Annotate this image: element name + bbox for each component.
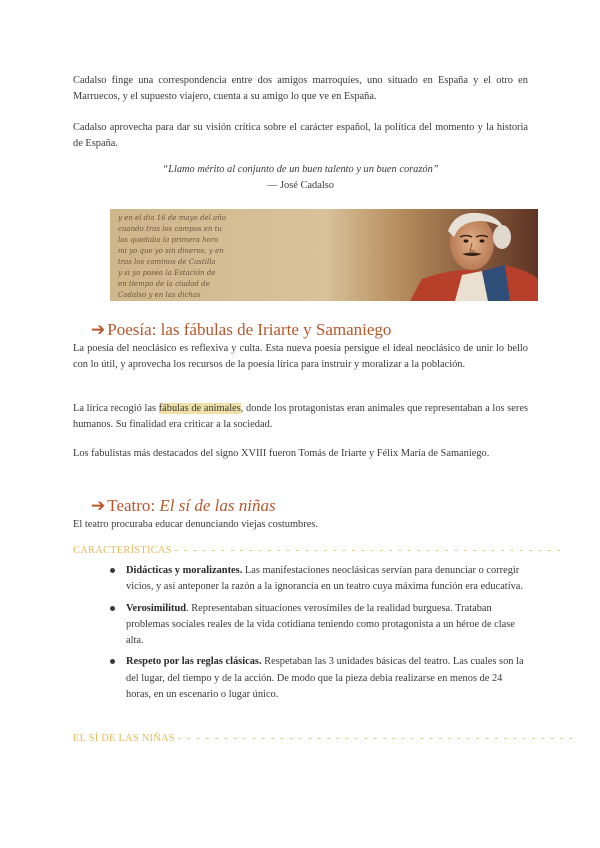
- svg-text:tras los caminos de Castilla: tras los caminos de Castilla: [118, 258, 216, 266]
- arrow-right-icon: ➔: [91, 496, 106, 515]
- list-item-title: Verosimilitud: [126, 602, 187, 614]
- list-item: [73, 563, 528, 596]
- svg-text:y en el dia 16 de mayo del año: y en el dia 16 de mayo del año: [118, 214, 226, 222]
- intro-paragraph-2: Cadalso aprovecha para dar su visión crítica sobre el carácter español, la política del momento y la historia de España.: [73, 122, 528, 149]
- poesia-heading-text: Poesía: las fábulas de Iriarte y Samaniego: [107, 320, 392, 339]
- highlighted-term: fábulas de animales: [158, 403, 241, 414]
- list-item-text: . Representaban situaciones verosímiles de la realidad burguesa. Trataban problemas sociales reales de la vida cotidiana teniendo como protagonista a un héroe de clase alta.: [126, 602, 515, 647]
- svg-text:las quedaba la primera hora: las quedaba la primera hora: [118, 236, 219, 244]
- svg-text:cuando tras los campos en tu: cuando tras los campos en tu: [118, 225, 222, 233]
- quote-author: — José Cadalso: [267, 180, 334, 191]
- list-item: [73, 654, 528, 703]
- teatro-intro: El teatro procuraba educar denunciando viejas costumbres.: [73, 519, 318, 530]
- intro-paragraph-1: Cadalso finge una correspondencia entre dos amigos marroquíes, uno situado en España y el otro en Marruecos, y el supuesto viajero, cuenta a su amigo lo que ve en España.: [73, 75, 528, 102]
- svg-text:Cadalso y en las dichas: Cadalso y en las dichas: [118, 291, 201, 299]
- poesia-paragraph-1: La poesía del neoclásico es reflexiva y culta. Esta nueva poesía persigue el ideal neoclásico de unir lo bello con lo útil, y aprovecha los recursos de la poesía lírica para instruir y moralizar a la población.: [73, 343, 528, 370]
- banner-illustration: [110, 209, 538, 301]
- teatro-heading-prefix: Teatro:: [107, 496, 160, 515]
- cadalso-banner-image: [110, 209, 538, 301]
- teatro-heading: [91, 496, 276, 516]
- poesia-heading: [91, 320, 391, 340]
- list-item-title: Didácticas y moralizantes.: [126, 565, 243, 576]
- list-item-title: Respeto por las reglas clásicas.: [126, 656, 262, 668]
- bullet-icon: [110, 606, 115, 611]
- poesia-paragraph-3: Los fabulistas más destacados del signo XVIII fueron Tomás de Iriarte y Félix María de Samaniego.: [73, 448, 490, 459]
- svg-text:mi yo que yo sin dineros, y en: mi yo que yo sin dineros, y en: [118, 247, 224, 255]
- obra-section-label: EL SÍ DE LAS NIÑAS - - - - - - - - - - - - - - - - - - - - - - - - - - - - - - - - - - - - - - - - - - -: [73, 733, 575, 744]
- poesia-paragraph-2: La lírica recogió las fábulas de animales, donde los protagonistas eran animales que representaban a los seres humanos. Su finalidad era criticar a la sociedad.: [73, 403, 528, 430]
- list-item: [73, 601, 528, 650]
- svg-text:y si yo posea la Estación de: y si yo posea la Estación de: [118, 269, 216, 277]
- characteristics-list: [73, 563, 528, 708]
- list-item-text: Respetaban las 3 unidades básicas del teatro. Las cuales son la del lugar, del tiempo y de la acción. De modo que la pieza debía realizarse en menos de 24 horas, en un escenario o lugar único.: [126, 656, 524, 701]
- quote-text: “Llamo mérito al conjunto de un buen talento y un buen corazón”: [162, 164, 439, 175]
- characteristics-section-label: CARACTERÍSTICAS - - - - - - - - - - - - - - - - - - - - - - - - - - - - - - - - - - - - - - - - - -: [73, 545, 562, 556]
- svg-text:en tiempo de la ciudad de: en tiempo de la ciudad de: [118, 280, 210, 288]
- bullet-icon: [110, 568, 115, 573]
- list-item-text: Las manifestaciones neoclásicas servían para denunciar o corregir vicios, y así anteponer la razón a la ignorancia en un teatro cuya máxima función era educativa.: [126, 565, 523, 593]
- arrow-right-icon: ➔: [91, 320, 106, 339]
- bullet-icon: [110, 659, 115, 664]
- teatro-heading-title: El sí de las niñas: [159, 496, 276, 515]
